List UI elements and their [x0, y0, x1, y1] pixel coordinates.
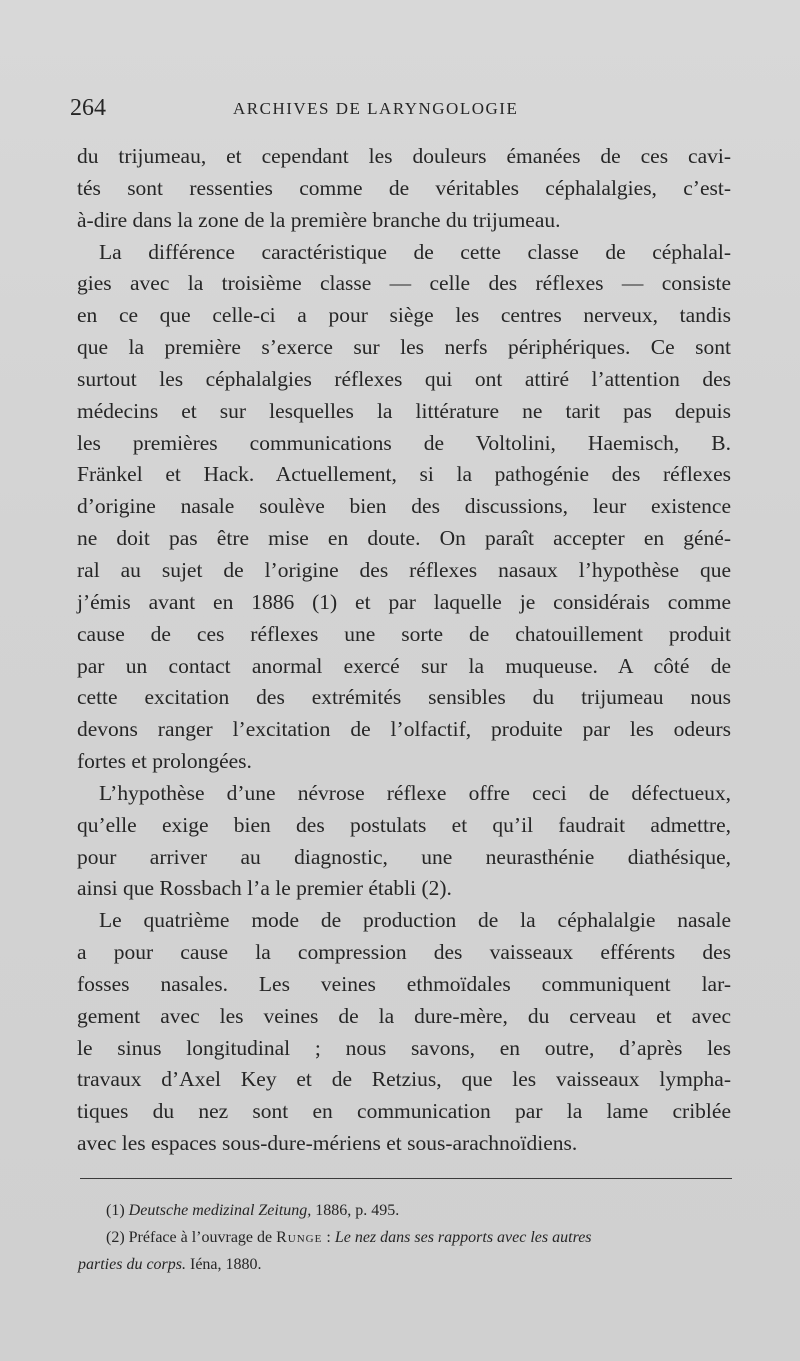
footnote-author: Runge — [276, 1229, 323, 1246]
text-line: Fränkel et Hack. Actuellement, si la pathogénie des réflexes — [77, 462, 731, 487]
footnote-marker: (1) — [106, 1202, 125, 1219]
text-line: ainsi que Rossbach l’a le premier établi (2). — [77, 876, 452, 901]
text-line: fosses nasales. Les veines ethmoïdales communiquent lar- — [77, 971, 731, 996]
text-line: en ce que celle-ci a pour siège les centres nerveux, tandis — [77, 303, 731, 328]
text-line: cette excitation des extrémités sensibles du trijumeau nous — [77, 685, 731, 710]
text-line: d’origine nasale soulève bien des discussions, leur existence — [77, 494, 731, 519]
text-line: surtout les céphalalgies réflexes qui ont attiré l’attention des — [77, 366, 731, 391]
footnotes — [78, 1197, 738, 1278]
text-line: tiques du nez sont en communication par la lame criblée — [77, 1099, 731, 1124]
footnote-text: : — [322, 1229, 335, 1246]
text-line: à-dire dans la zone de la première branche du trijumeau. — [77, 207, 561, 232]
footnote-title: Deutsche medizinal Zeitung, — [128, 1202, 312, 1219]
footnote-marker: (2) — [106, 1229, 125, 1246]
footnote-title: Le nez dans ses rapports avec les autres — [334, 1229, 592, 1246]
footnote-1 — [78, 1197, 738, 1224]
footnote-2-continued — [78, 1251, 738, 1278]
text-line: L’hypothèse d’une névrose réflexe offre ceci de défectueux, — [99, 780, 731, 805]
text-line: gies avec la troisième classe — celle des réflexes — consiste — [77, 271, 731, 296]
text-line: avec les espaces sous-dure-mériens et sous-arachnoïdiens. — [77, 1131, 578, 1156]
text-line: par un contact anormal exercé sur la muqueuse. A côté de — [77, 653, 731, 678]
footnote-divider — [80, 1178, 732, 1179]
footnote-text: Iéna, 1880. — [186, 1256, 262, 1273]
text-line: cause de ces réflexes une sorte de chatouillement produit — [77, 621, 731, 646]
body-text — [77, 141, 731, 1160]
footnote-text: 1886, p. 495. — [311, 1202, 400, 1219]
text-line: fortes et prolongées. — [77, 749, 252, 774]
page-number: 264 — [70, 95, 106, 121]
text-line: qu’elle exige bien des postulats et qu’il faudrait admettre, — [77, 812, 731, 837]
footnote-title: parties du corps. — [78, 1256, 186, 1273]
text-line: La différence caractéristique de cette classe de céphalal- — [99, 239, 731, 264]
text-line: que la première s’exerce sur les nerfs périphériques. Ce sont — [77, 335, 731, 360]
footnote-text: Préface à l’ouvrage de — [124, 1229, 277, 1246]
text-line: les premières communications de Voltolini, Haemisch, B. — [77, 430, 731, 455]
text-line: médecins et sur lesquelles la littérature ne tarit pas depuis — [77, 398, 731, 423]
text-line: ral au sujet de l’origine des réflexes nasaux l’hypothèse que — [77, 557, 731, 582]
text-line: du trijumeau, et cependant les douleurs émanées de ces cavi- — [77, 144, 731, 168]
text-line: tés sont ressenties comme de véritables céphalalgies, c’est- — [77, 175, 731, 200]
text-line: travaux d’Axel Key et de Retzius, que les vaisseaux lympha- — [77, 1067, 731, 1092]
text-line: le sinus longitudinal ; nous savons, en outre, d’après les — [77, 1035, 731, 1060]
footnote-2 — [78, 1224, 738, 1251]
text-line: j’émis avant en 1886 (1) et par laquelle je considérais comme — [77, 589, 731, 614]
text-line: a pour cause la compression des vaisseaux efférents des — [77, 940, 731, 965]
text-line: devons ranger l’excitation de l’olfactif, produite par les odeurs — [77, 717, 731, 742]
text-line: ne doit pas être mise en doute. On paraît accepter en géné- — [77, 526, 731, 551]
text-line: gement avec les veines de la dure-mère, du cerveau et avec — [77, 1003, 731, 1028]
journal-title: ARCHIVES DE LARYNGOLOGIE — [233, 99, 519, 118]
text-line: Le quatrième mode de production de la céphalalgie nasale — [99, 908, 731, 933]
text-line: pour arriver au diagnostic, une neurasthénie diathésique, — [77, 844, 731, 869]
running-head — [70, 95, 730, 125]
